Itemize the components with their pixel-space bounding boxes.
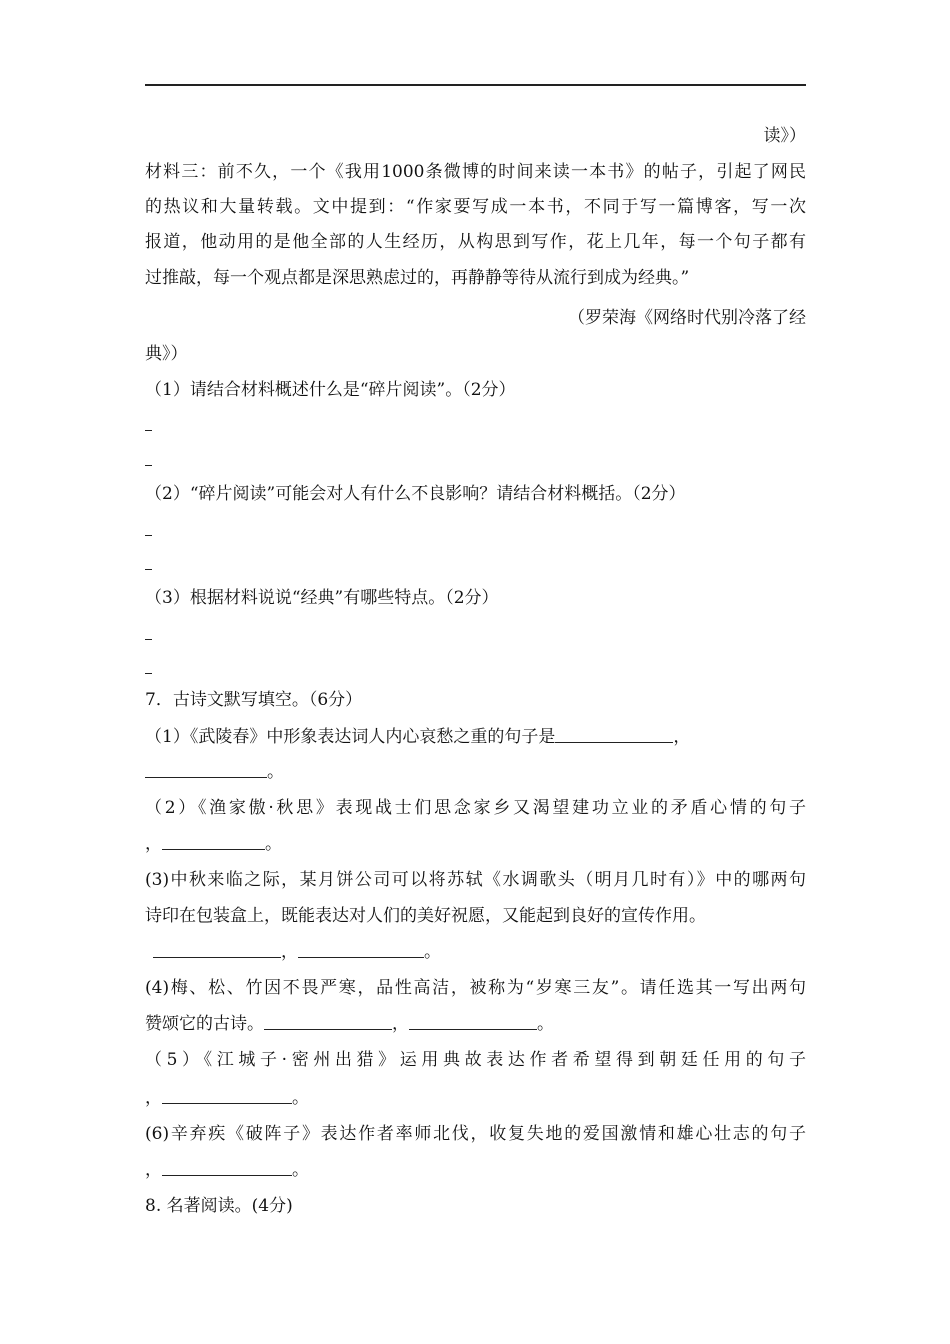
period-mark: 。 [265, 834, 282, 854]
question-3: （3）根据材料说说“经典”有哪些特点。（2分） [145, 588, 499, 608]
period-mark: 。 [424, 942, 441, 962]
period-mark: 。 [537, 1014, 554, 1034]
poem-item-1-prompt: （1）《武陵春》中形象表达词人内心哀愁之重的句子是 [145, 727, 556, 747]
material-three-line-4: 过推敲，每一个观点都是深思熟虑过的，再静静等待从流行到成为经典。” [145, 268, 690, 288]
fill-blank-6[interactable] [162, 1158, 292, 1176]
poem-item-3-line-3 [145, 940, 806, 964]
fill-blank-4a[interactable] [264, 1012, 392, 1030]
poem-item-3-line-2: 诗印在包装盒上，既能表达对人们的美好祝愿，又能起到良好的宣传作用。 [145, 906, 706, 926]
material-three-line-1: 材料三：前不久，一个《我用1000条微博的时间来读一本书》的帖子，引起了网民 [145, 162, 806, 182]
poem-item-6-line-1: (6)辛弃疾《破阵子》表达作者率师北伐，收复失地的爱国激情和雄心壮志的句子 [145, 1124, 806, 1144]
answer-line-3a [145, 639, 152, 640]
fill-blank-1a[interactable] [555, 725, 673, 743]
poem-item-4-line-2 [145, 1012, 806, 1036]
poem-item-1-line-1 [145, 725, 806, 749]
source-citation-line-1: （罗荣海《网络时代别冷落了经 [568, 308, 806, 328]
answer-line-2b [145, 569, 152, 570]
comma-mark: ， [281, 942, 298, 962]
poem-item-3-line-1: (3)中秋来临之际，某月饼公司可以将苏轼《水调歌头（明月几时有）》中的哪两句 [145, 870, 806, 890]
period-mark: 。 [292, 1088, 309, 1108]
period-mark: 。 [267, 762, 284, 782]
poem-item-5-line-2 [145, 1086, 806, 1110]
poem-item-5-line-1: （5）《江城子·密州出猎》运用典故表达作者希望得到朝廷任用的句子 [145, 1050, 806, 1070]
poem-item-2-line-1: （2）《渔家傲·秋思》表现战士们思念家乡又渴望建功立业的矛盾心情的句子 [145, 798, 806, 818]
comma-mark: ， [145, 1088, 162, 1108]
material-three-line-2: 的热议和大量转载。文中提到：“作家要写成一本书，不同于写一篇博客，写一次 [145, 197, 806, 217]
poem-item-1-line-2 [145, 760, 806, 784]
source-citation-line-2: 典》） [145, 344, 188, 364]
fill-blank-5[interactable] [162, 1086, 292, 1104]
answer-line-2a [145, 535, 152, 536]
poem-item-4-line-1: (4)梅、松、竹因不畏严寒，品性高洁，被称为“岁寒三友”。请任选其一写出两句 [145, 978, 806, 998]
fill-blank-3b[interactable] [298, 940, 424, 958]
section-7-heading: 7．古诗文默写填空。（6分） [145, 690, 363, 710]
fill-blank-2[interactable] [162, 832, 265, 850]
header-rule [145, 84, 806, 86]
continuation-line: 读》） [763, 126, 806, 146]
comma-mark: ， [145, 834, 162, 854]
question-1: （1）请结合材料概述什么是“碎片阅读”。（2分） [145, 380, 516, 400]
answer-line-1a [145, 430, 152, 431]
question-2: （2）“碎片阅读”可能会对人有什么不良影响？请结合材料概括。（2分） [145, 484, 686, 504]
answer-line-3b [145, 673, 152, 674]
period-mark: 。 [292, 1160, 309, 1180]
fill-blank-3a[interactable] [153, 940, 281, 958]
comma-mark: ， [145, 1160, 162, 1180]
fill-blank-1b[interactable] [145, 760, 267, 778]
fill-blank-4b[interactable] [409, 1012, 537, 1030]
answer-line-1b [145, 465, 152, 466]
comma-mark: ， [392, 1014, 409, 1034]
poem-item-2-line-2 [145, 832, 806, 856]
poem-item-4-prompt: 赞颂它的古诗。 [145, 1014, 264, 1034]
material-three-line-3: 报道，他动用的是他全部的人生经历，从构思到写作，花上几年，每一个句子都有 [145, 232, 806, 252]
section-8-heading: 8. 名著阅读。(4分) [145, 1196, 293, 1216]
comma-mark: ， [673, 727, 691, 747]
poem-item-6-line-2 [145, 1158, 806, 1182]
